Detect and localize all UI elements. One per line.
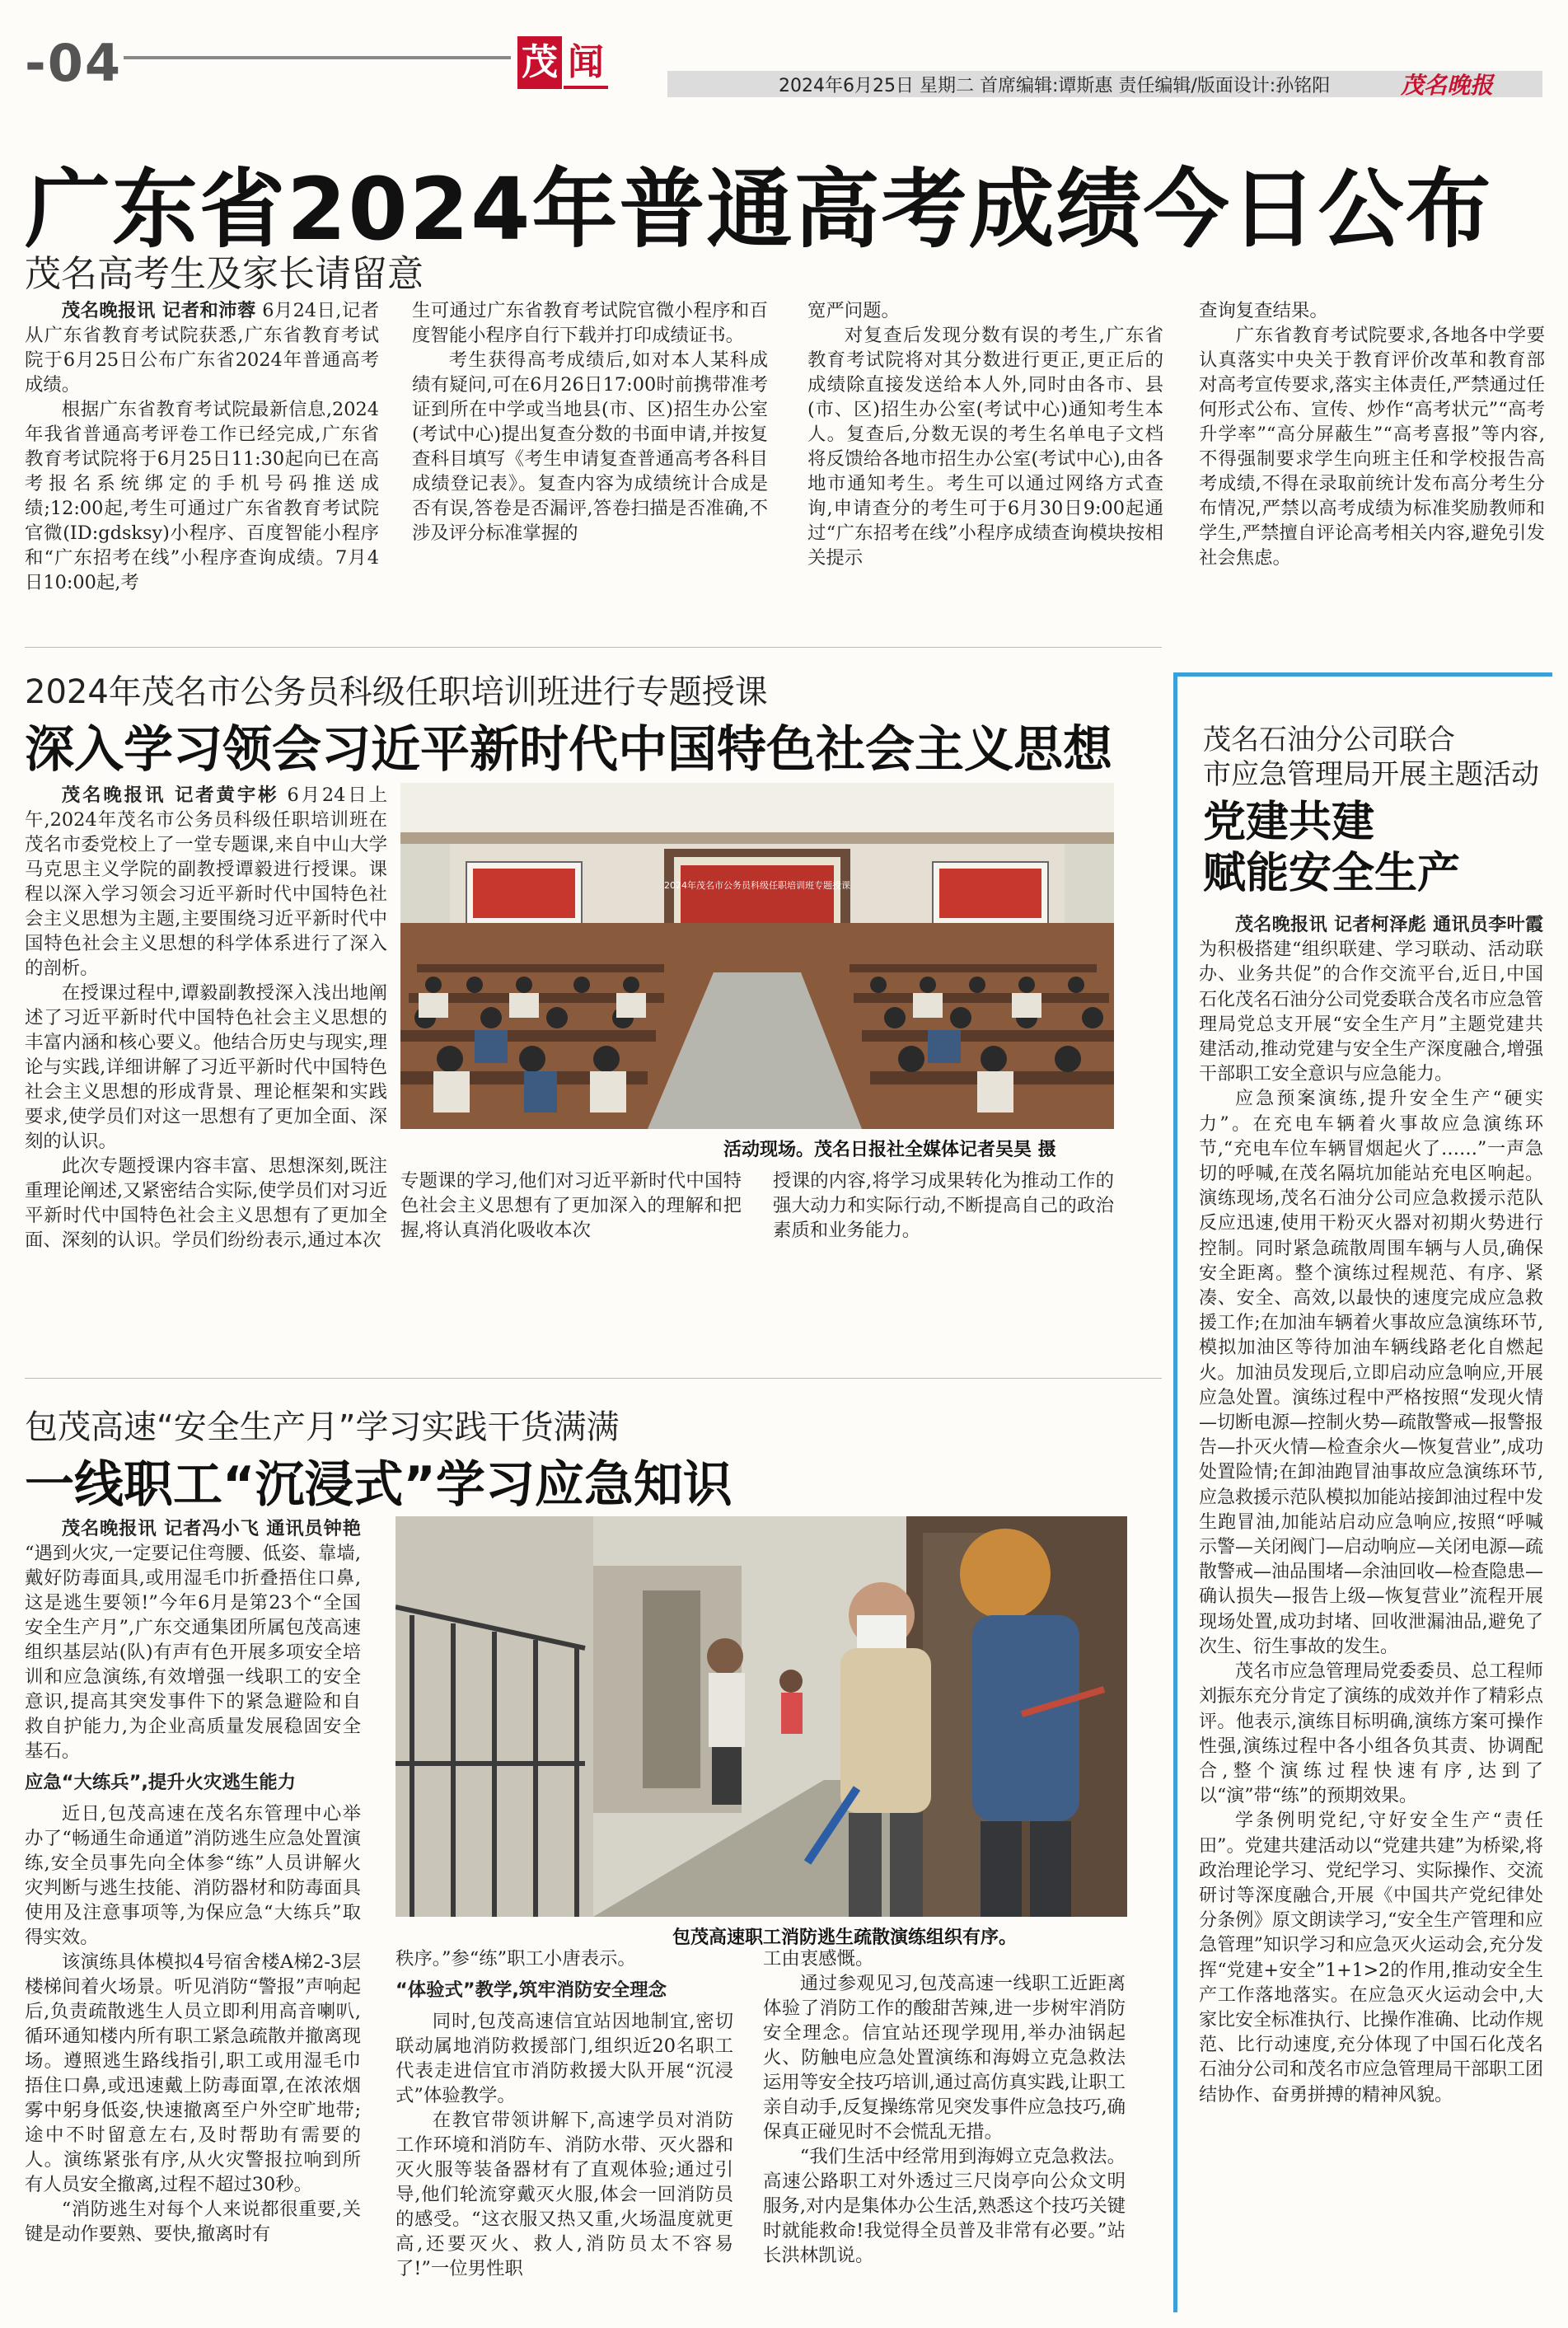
sidebar-paragraph: 学条例明党纪,守好安全生产“责任田”。党建共建活动以“党建共建”为桥梁,将政治理论学习、党纪学习、实际操作、交流研讨等深度融合,开展《中国共产党纪律处分条例》原文朗读学习,“安全生产管理和应急管理”知识学习和应急灭火运动会,充分发挥“党建+安全”1+1>2的作用,推动安全生产工作落地落实。在应急灭火运动会中,大家比安全标准执行、比操作准确、比动作规范、比行动速度,充分体现了中国石化茂名石油分公司和茂名市应急管理局干部职工团结协作、奋勇拼搏的精神风貌。	[1199, 1810, 1544, 2106]
article3-paragraph: 通过参观见习,包茂高速一线职工近距离体验了消防工作的酸甜苦辣,进一步树牢消防安全理念。信宜站还现学现用,举办油锅起火、防触电应急处置演练和海姆立克急救法运用等安全技巧培训,通过高仿真实践,让职工亲自动手,反复操练常见突发事件应急技巧,确保真正碰见时不会慌乱无措。	[763, 1973, 1126, 2143]
article3-photo-caption: 包茂高速职工消防逃生疏散演练组织有序。	[672, 1928, 1018, 1948]
article3-paragraph: 在教官带领讲解下,高速学员对消防工作环境和消防车、消防水带、灭火器和灭火服等装备器材有了直观体验;通过引导,他们轮流穿戴灭火服,体会一回消防员的感受。“这衣服又热又重,火场温度就更高,还要灭火、救人,消防员太不容易了!”一位男性职	[396, 2110, 733, 2279]
sidebar-kicker-2: 市应急管理局开展主题活动	[1203, 758, 1539, 791]
article3-byline: 茂名晚报讯 记者冯小飞 通讯员钟艳	[61, 1518, 361, 1539]
photo-screen-text: 2024年茂名市公务员科级任职培训班专题授课	[664, 880, 850, 891]
header-info: 2024年6月25日 星期二 首席编辑:谭斯惠 责任编辑/版面设计:孙铭阳	[779, 76, 1331, 96]
article1-title: 广东省2024年普通高考成绩今日公布	[25, 159, 1493, 260]
article1-column-1	[25, 298, 379, 595]
article3-column-2	[396, 1946, 733, 2281]
sidebar-paragraph: 为积极搭建“组织联建、学习联动、活动联办、业务共促”的合作交流平台,近日,中国石化茂名石油分公司党委联合茂名市应急管理局党总支开展“安全生产月”主题党建共建活动,推动党建与安全生产深度融合,增强干部职工安全意识与应急能力。	[1199, 939, 1544, 1085]
article1-byline: 茂名晚报讯 记者和沛蓉	[61, 300, 256, 321]
sidebar-kicker-1: 茂名石油分公司联合	[1203, 724, 1455, 756]
article2-kicker: 2024年茂名市公务员科级任职培训班进行专题授课	[25, 673, 768, 711]
article1-column-2	[412, 298, 768, 546]
section-char-1: 茂	[517, 36, 562, 89]
article1-column-3	[807, 298, 1163, 570]
article1-paragraph: 生可通过广东省教育考试院官微小程序和百度智能小程序自行下载并打印成绩证书。	[412, 300, 768, 346]
article3-paragraph: “遇到火灾,一定要记住弯腰、低姿、靠墙,戴好防毒面具,或用湿毛巾折叠捂住口鼻,这是逃生要领!”今年6月是第23个“全国安全生产月”,广东交通集团所属包茂高速组织基层站(队)有声有色开展多项安全培训和应急演练,有效增强一线职工的安全意识,提高其突发事件下的紧急避险和自救自护能力,为企业高质量发展稳固安全基石。	[25, 1543, 361, 1762]
article2-column-2	[400, 1169, 742, 1243]
article3-paragraph: 同时,包茂高速信宜站因地制宜,密切联动属地消防救援部门,组织近20名职工代表走进信宜市消防救援大队开展“沉浸式”体验教学。	[396, 2011, 733, 2106]
evacuation-drill-photo	[396, 1516, 1127, 1917]
article3-column-3	[763, 1946, 1126, 2268]
article2-paragraph: 授课的内容,将学习成果转化为推动工作的强大动力和实际行动,不断提高自己的政治素质和业务能力。	[773, 1170, 1114, 1241]
article2-photo-caption: 活动现场。茂名日报社全媒体记者吴昊 摄	[723, 1140, 1056, 1160]
article3-paragraph: “消防逃生对每个人来说都很重要,关键是动作要熟、要快,撤离时有	[25, 2199, 361, 2245]
article1-subtitle: 茂名高考生及家长请留意	[25, 253, 424, 295]
sidebar-body	[1199, 913, 1543, 2108]
section-char-2: 闻	[564, 36, 608, 89]
article1-paragraph: 考生获得高考成绩后,如对本人某科成绩有疑问,可在6月26日17:00时前携带准考证到所在中学或当地县(市、区)招生办公室(考试中心)提出复查分数的书面申请,并按复查科目填写《考生申请复查普通高考各科目成绩登记表》。复查内容为成绩统计合成是否有误,答卷是否漏评,答卷扫描是否准确,不涉及评分标准掌握的	[412, 349, 768, 544]
article3-kicker: 包茂高速“安全生产月”学习实践干货满满	[25, 1408, 620, 1446]
article2-paragraph: 6月24日上午,2024年茂名市公务员科级任职培训班在茂名市委党校上了一堂专题课,来自中山大学马克思主义学院的副教授谭毅进行授课。课程以深入学习领会习近平新时代中国特色社会主义思想为主题,主要围绕习近平新时代中国特色社会主义思想的科学体系进行了深入的剖析。	[25, 785, 387, 979]
article1-paragraph: 广东省教育考试院要求,各地各中学要认真落实中央关于教育评价改革和教育部对高考宣传要求,落实主体责任,严禁通过任何形式公布、宣传、炒作“高考状元”“高考升学率”“高分屏蔽生”“高考喜报”等内容,不得强制要求学生向班主任和学校报告高考成绩,不得在录取前统计发布高分考生分布情况,严禁以高考成绩为标准奖励教师和学生,严禁擅自评论高考相关内容,避免引发社会焦虑。	[1199, 325, 1546, 569]
article1-paragraph: 6月24日,记者从广东省教育考试院获悉,广东省教育考试院于6月25日公布广东省2024年普通高考成绩。	[25, 300, 380, 396]
article2-paragraph: 在授课过程中,谭毅副教授深入浅出地阐述了习近平新时代中国特色社会主义思想的丰富内涵和核心要义。他结合历史与现实,理论与实践,详细讲解了习近平新时代中国特色社会主义思想的形成背景、理论框架和实践要求,使学员们对这一思想有了更加全面、深刻的认识。	[25, 982, 387, 1152]
section-label	[517, 36, 608, 89]
section-divider	[25, 1378, 1162, 1379]
sidebar-byline: 茂名晚报讯 记者柯泽彪 通讯员李叶霞	[1235, 915, 1543, 935]
masthead-logo: 茂名晚报	[1401, 72, 1494, 99]
conference-photo	[400, 783, 1114, 1129]
section-divider	[25, 647, 1162, 648]
article3-paragraph: 工由衷感慨。	[763, 1948, 874, 1970]
article1-paragraph: 对复查后发现分数有误的考生,广东省教育考试院将对其分数进行更正,更正后的成绩除直接发送给本人外,同时由各市、县(市、区)招生办公室(考试中心)通知考生本人。复查后,分数无误的考生名单电子文档将反馈给各地市招生办公室(考试中心),由各地市通知考生。考生可以通过网络方式查询,申请查分的考生可于6月30日9:00起通过“广东招考在线”小程序成绩查询模块按相关提示	[807, 325, 1163, 569]
article1-paragraph: 查询复查结果。	[1199, 300, 1328, 321]
article2-column-3	[773, 1169, 1114, 1243]
article3-paragraph: “我们生活中经常用到海姆立克急救法。高速公路职工对外透过三尺岗亭向公众文明服务,对内是集体办公生活,熟悉这个技巧关键时就能救命!我觉得全员普及非常有必要。”站长洪林凯说。	[763, 2146, 1126, 2266]
header-rule	[124, 56, 511, 59]
sidebar-paragraph: 茂名市应急管理局党委委员、总工程师刘振东充分肯定了演练的成效并作了精彩点评。他表示,演练目标明确,演练方案可操作性强,演练过程中各小组各负其责、协调配合,整个演练过程快速有序,达到了以“演”带“练”的预期效果。	[1199, 1661, 1544, 1807]
page-number: -04	[25, 33, 123, 93]
sidebar-paragraph: 应急预案演练,提升安全生产“硬实力”。在充电车辆着火事故应急演练环节,“充电车位车辆冒烟起火了……”一声急切的呼喊,在茂名隔坑加能站充电区响起。演练现场,茂名石油分公司应急救援示范队反应迅速,使用干粉灭火器对初期火势进行控制。同时紧急疏散周围车辆与人员,确保安全距离。整个演练过程规范、有序、紧凑、安全、高效,以最快的速度完成应急救援工作;在加油车辆着火事故应急演练环节,模拟加油区等待加油车辆线路老化自燃起火。加油员发现后,立即启动应急响应,开展应急处置。演练过程中严格按照“发现火情—切断电源—控制火势—疏散警戒—报警报告—扑灭火情—检查余火—恢复营业”,成功处置险情;在卸油跑冒油事故应急演练环节,应急救援示范队模拟加能站接卸油过程中发生跑冒油,加能站启动应急响应,按照“呼喊示警—关闭阀门—启动响应—关闭电源—疏散警戒—油品围堵—余油回收—检查隐患—确认损失—报告上级—恢复营业”流程开展现场处置,成功封堵、回收泄漏油品,避免了次生、衍生事故的发生。	[1199, 1089, 1544, 1657]
article3-paragraph: 该演练具体模拟4号宿舍楼A梯2-3层楼梯间着火场景。听见消防“警报”声响起后,负责疏散逃生人员立即利用高音喇叭,循环通知楼内所有职工紧急疏散并撤离现场。遵照逃生路线指引,职工或用湿毛巾捂住口鼻,或迅速戴上防毒面罩,在浓浓烟雾中躬身低姿,快速撤离至户外空旷地带;途中不时留意左右,及时帮助有需要的人。演练紧张有序,从火灾警报拉响到所有人员安全撤离,过程不超过30秒。	[25, 1951, 361, 2195]
article3-subhead: 应急“大练兵”,提升火灾逃生能力	[25, 1772, 297, 1793]
article2-paragraph: 此次专题授课内容丰富、思想深刻,既注重理论阐述,又紧密结合实际,使学员们对习近平新时代中国特色社会主义思想有了更加全面、深刻的认识。学员们纷纷表示,通过本次	[25, 1155, 387, 1251]
article1-paragraph: 根据广东省教育考试院最新信息,2024年我省普通高考评卷工作已经完成,广东省教育考试院将于6月25日11:30起向已在高考报名系统绑定的手机号码推送成绩;12:00起,考生可通过广东省教育考试院官微(ID:gdsksy)小程序、百度智能小程序和“广东招考在线”小程序查询成绩。7月4日10:00起,考	[25, 399, 379, 593]
sidebar-title-1: 党建共建	[1203, 798, 1375, 847]
article3-column-1	[25, 1516, 361, 2246]
article3-paragraph: 秩序。”参“练”职工小唐表示。	[396, 1948, 636, 1970]
article3-paragraph: 近日,包茂高速在茂名东管理中心举办了“畅通生命通道”消防逃生应急处置演练,安全员事先向全体参“练”人员讲解火灾判断与逃生技能、消防器材和防毒面具使用及注意事项等,为保应急“大练兵”取得实效。	[25, 1803, 361, 1948]
article3-subhead: “体验式”教学,筑牢消防安全理念	[396, 1979, 667, 2001]
article2-paragraph: 专题课的学习,他们对习近平新时代中国特色社会主义思想有了更加深入的理解和把握,将认真消化吸收本次	[400, 1170, 742, 1241]
article2-column-1	[25, 783, 387, 1253]
article1-paragraph: 宽严问题。	[807, 300, 900, 321]
article2-byline: 茂名晚报讯 记者黄宇彬	[61, 785, 279, 806]
article2-title: 深入学习领会习近平新时代中国特色社会主义思想	[25, 721, 1112, 779]
sidebar-title-2: 赋能安全生产	[1203, 849, 1461, 898]
article1-column-4	[1199, 298, 1545, 570]
article3-title: 一线职工“沉浸式”学习应急知识	[25, 1456, 733, 1514]
